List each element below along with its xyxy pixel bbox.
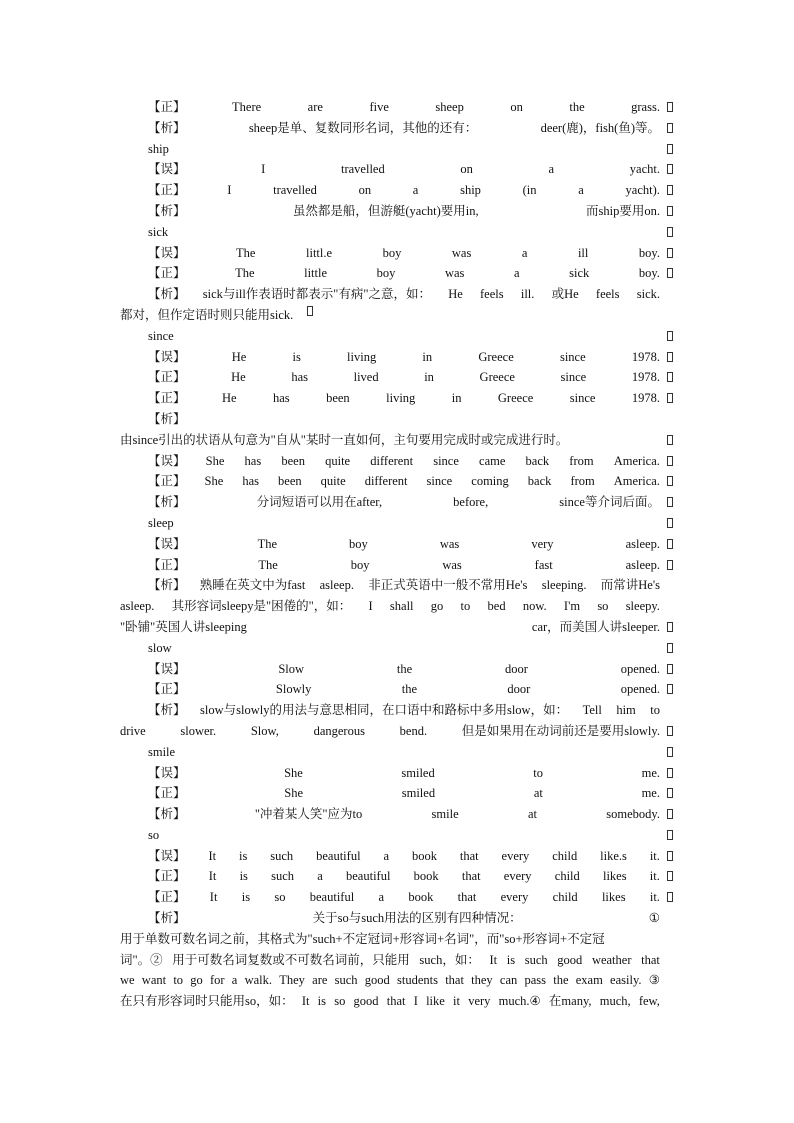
missing-glyph-icon <box>667 372 673 382</box>
text-line <box>148 326 673 347</box>
line-text: 【正】 The little boy was a sick boy. <box>148 266 660 281</box>
line-text: 【析】 slow与slowly的用法与意思相同，在口语中和路标中多用slow，如： Tell him to <box>148 703 660 718</box>
text-line <box>148 534 673 555</box>
text-line <box>148 846 673 867</box>
text-line <box>148 409 673 430</box>
text-line <box>120 596 673 617</box>
text-line <box>148 887 673 908</box>
missing-glyph-icon <box>667 768 673 778</box>
missing-glyph-icon <box>667 476 673 486</box>
text-line <box>148 159 673 180</box>
line-text: 【析】 熟睡在英文中为fast asleep. 非正式英语中一般不常用He's sleeping. 而常讲He's <box>148 578 660 593</box>
missing-glyph-icon <box>667 248 673 258</box>
missing-glyph-icon <box>667 185 673 195</box>
line-text: 【正】 He has been living in Greece since 1978. <box>148 391 660 406</box>
text-line <box>148 679 673 700</box>
missing-glyph-icon <box>667 206 673 216</box>
text-line <box>148 201 673 222</box>
text-line <box>148 804 673 825</box>
text-line <box>120 970 673 991</box>
line-text: 【正】 She smiled at me. <box>148 786 660 801</box>
line-text: 【析】 关于so与such用法的区别有四种情况： ① <box>148 911 660 926</box>
missing-glyph-icon <box>667 331 673 341</box>
text-line <box>148 471 673 492</box>
text-line <box>120 721 673 742</box>
line-text: 由since引出的状语从句意为"自从"某时一直如何，主句要用完成时或完成进行时。 <box>120 432 569 447</box>
missing-glyph-icon <box>667 352 673 362</box>
text-line <box>148 783 673 804</box>
missing-glyph-icon <box>667 664 673 674</box>
line-text: 【误】 Slow the door opened. <box>148 661 660 676</box>
text-line <box>148 347 673 368</box>
line-text: 用于单数可数名词之前，其格式为"such+不定冠词+形容词+名词"，而"so+形容词+不定冠 <box>120 931 605 946</box>
line-text: 都对，但作定语时则只能用sick. <box>120 307 294 322</box>
line-text: 【正】 Slowly the door opened. <box>148 682 660 697</box>
missing-glyph-icon <box>667 560 673 570</box>
line-text: ship <box>148 141 169 156</box>
missing-glyph-icon <box>667 393 673 403</box>
line-text: so <box>148 827 160 842</box>
text-line <box>148 243 673 264</box>
missing-glyph-icon <box>667 726 673 736</box>
missing-glyph-icon <box>667 456 673 466</box>
text-line <box>148 825 673 846</box>
line-text: 【正】 There are five sheep on the grass. <box>148 100 660 114</box>
line-text: 【正】 It is so beautiful a book that every child likes it. <box>148 890 660 905</box>
line-text: since <box>148 328 174 343</box>
line-text: 【误】 He is living in Greece since 1978. <box>148 349 660 364</box>
line-text: 【析】 sick与ill作表语时都表示"有病"之意，如： He feels ill. 或He feels sick. <box>148 287 660 302</box>
missing-glyph-icon <box>667 539 673 549</box>
text-line <box>120 929 673 950</box>
line-text: sick <box>148 224 169 239</box>
missing-glyph-icon <box>667 164 673 174</box>
line-text: 【析】 "冲着某人笑"应为to smile at somebody. <box>148 807 660 822</box>
line-text: 【误】 She has been quite different since came back from America. <box>148 453 660 468</box>
missing-glyph-icon <box>667 497 673 507</box>
line-text: 【误】 She smiled to me. <box>148 765 660 780</box>
text-line <box>148 492 673 513</box>
text-line <box>148 263 673 284</box>
line-text: 【析】 虽然都是船，但游艇(yacht)要用in, 而ship要用on. <box>148 203 660 218</box>
line-text: 【误】 The boy was very asleep. <box>148 536 660 551</box>
line-text: asleep. 其形容词sleepy是"困倦的"，如： I shall go to bed now. I'm so sleepy. <box>120 599 660 614</box>
missing-glyph-icon <box>667 435 673 445</box>
line-text: 【析】 <box>148 411 186 426</box>
missing-glyph-icon <box>667 788 673 798</box>
text-line <box>148 866 673 887</box>
line-text: slow <box>148 640 172 655</box>
text-line <box>148 284 673 305</box>
missing-glyph-icon <box>667 518 673 528</box>
missing-glyph-icon <box>667 892 673 902</box>
missing-glyph-icon <box>667 747 673 757</box>
line-text: we want to go for a walk. They are such good students that they can pass the exam easily. ③ <box>120 973 660 988</box>
text-line <box>148 180 673 201</box>
text-line <box>120 617 673 638</box>
text-line <box>148 222 673 243</box>
text-line <box>148 388 673 409</box>
line-text: 【误】 I travelled on a yacht. <box>148 162 660 177</box>
text-line <box>148 908 673 929</box>
text-line <box>148 700 673 721</box>
missing-glyph-icon <box>667 227 673 237</box>
text-line <box>120 950 673 971</box>
line-text: 在只有形容词时只能用so，如： It is so good that I like it very much.④ 在many, much, few, <box>120 994 660 1009</box>
text-line <box>148 118 673 139</box>
line-text: "卧铺"英国人讲sleeping car，而美国人讲sleeper. <box>120 619 660 634</box>
text-line <box>148 451 673 472</box>
line-text: sleep <box>148 515 174 530</box>
line-text: 【正】 The boy was fast asleep. <box>148 557 660 572</box>
missing-glyph-icon <box>667 809 673 819</box>
missing-glyph-icon <box>667 144 673 154</box>
line-text: 词"。② 用于可数名词复数或不可数名词前，只能用 such，如： It is such good weather that <box>120 952 660 967</box>
missing-glyph-icon <box>667 123 673 133</box>
document-page <box>120 97 673 1012</box>
text-line <box>120 430 673 451</box>
line-text: drive slower. Slow, dangerous bend. 但是如果用在动词前还是要用slowly. <box>120 723 660 738</box>
text-line <box>148 97 673 118</box>
missing-glyph-icon <box>667 102 673 112</box>
line-text: 【析】 sheep是单、复数同形名词，其他的还有： deer(鹿)，fish(鱼)等。 <box>148 120 660 135</box>
text-line <box>148 742 673 763</box>
missing-glyph-icon <box>667 643 673 653</box>
missing-glyph-icon <box>667 622 673 632</box>
line-text: smile <box>148 744 176 759</box>
text-line <box>148 513 673 534</box>
line-text: 【正】 I travelled on a ship (in a yacht). <box>148 183 660 198</box>
missing-glyph-icon <box>667 268 673 278</box>
line-text: 【正】 She has been quite different since coming back from America. <box>148 474 660 489</box>
missing-glyph-icon <box>667 684 673 694</box>
line-text: 【误】 It is such beautiful a book that every child like.s it. <box>148 848 660 863</box>
line-text: 【正】 It is such a beautiful book that every child likes it. <box>148 869 660 884</box>
text-line <box>120 305 673 326</box>
text-line <box>148 659 673 680</box>
text-line <box>148 555 673 576</box>
missing-glyph-icon <box>667 871 673 881</box>
line-text: 【析】 分词短语可以用在after, before, since等介词后面。 <box>148 495 660 510</box>
missing-glyph-icon <box>667 851 673 861</box>
text-line <box>148 575 673 596</box>
line-text: 【正】 He has lived in Greece since 1978. <box>148 370 660 385</box>
line-text: 【误】 The littl.e boy was a ill boy. <box>148 245 660 260</box>
text-line <box>120 991 673 1012</box>
missing-glyph-icon <box>307 306 313 316</box>
missing-glyph-icon <box>667 830 673 840</box>
text-line <box>148 139 673 160</box>
text-line <box>148 638 673 659</box>
text-line <box>148 763 673 784</box>
text-line <box>148 367 673 388</box>
